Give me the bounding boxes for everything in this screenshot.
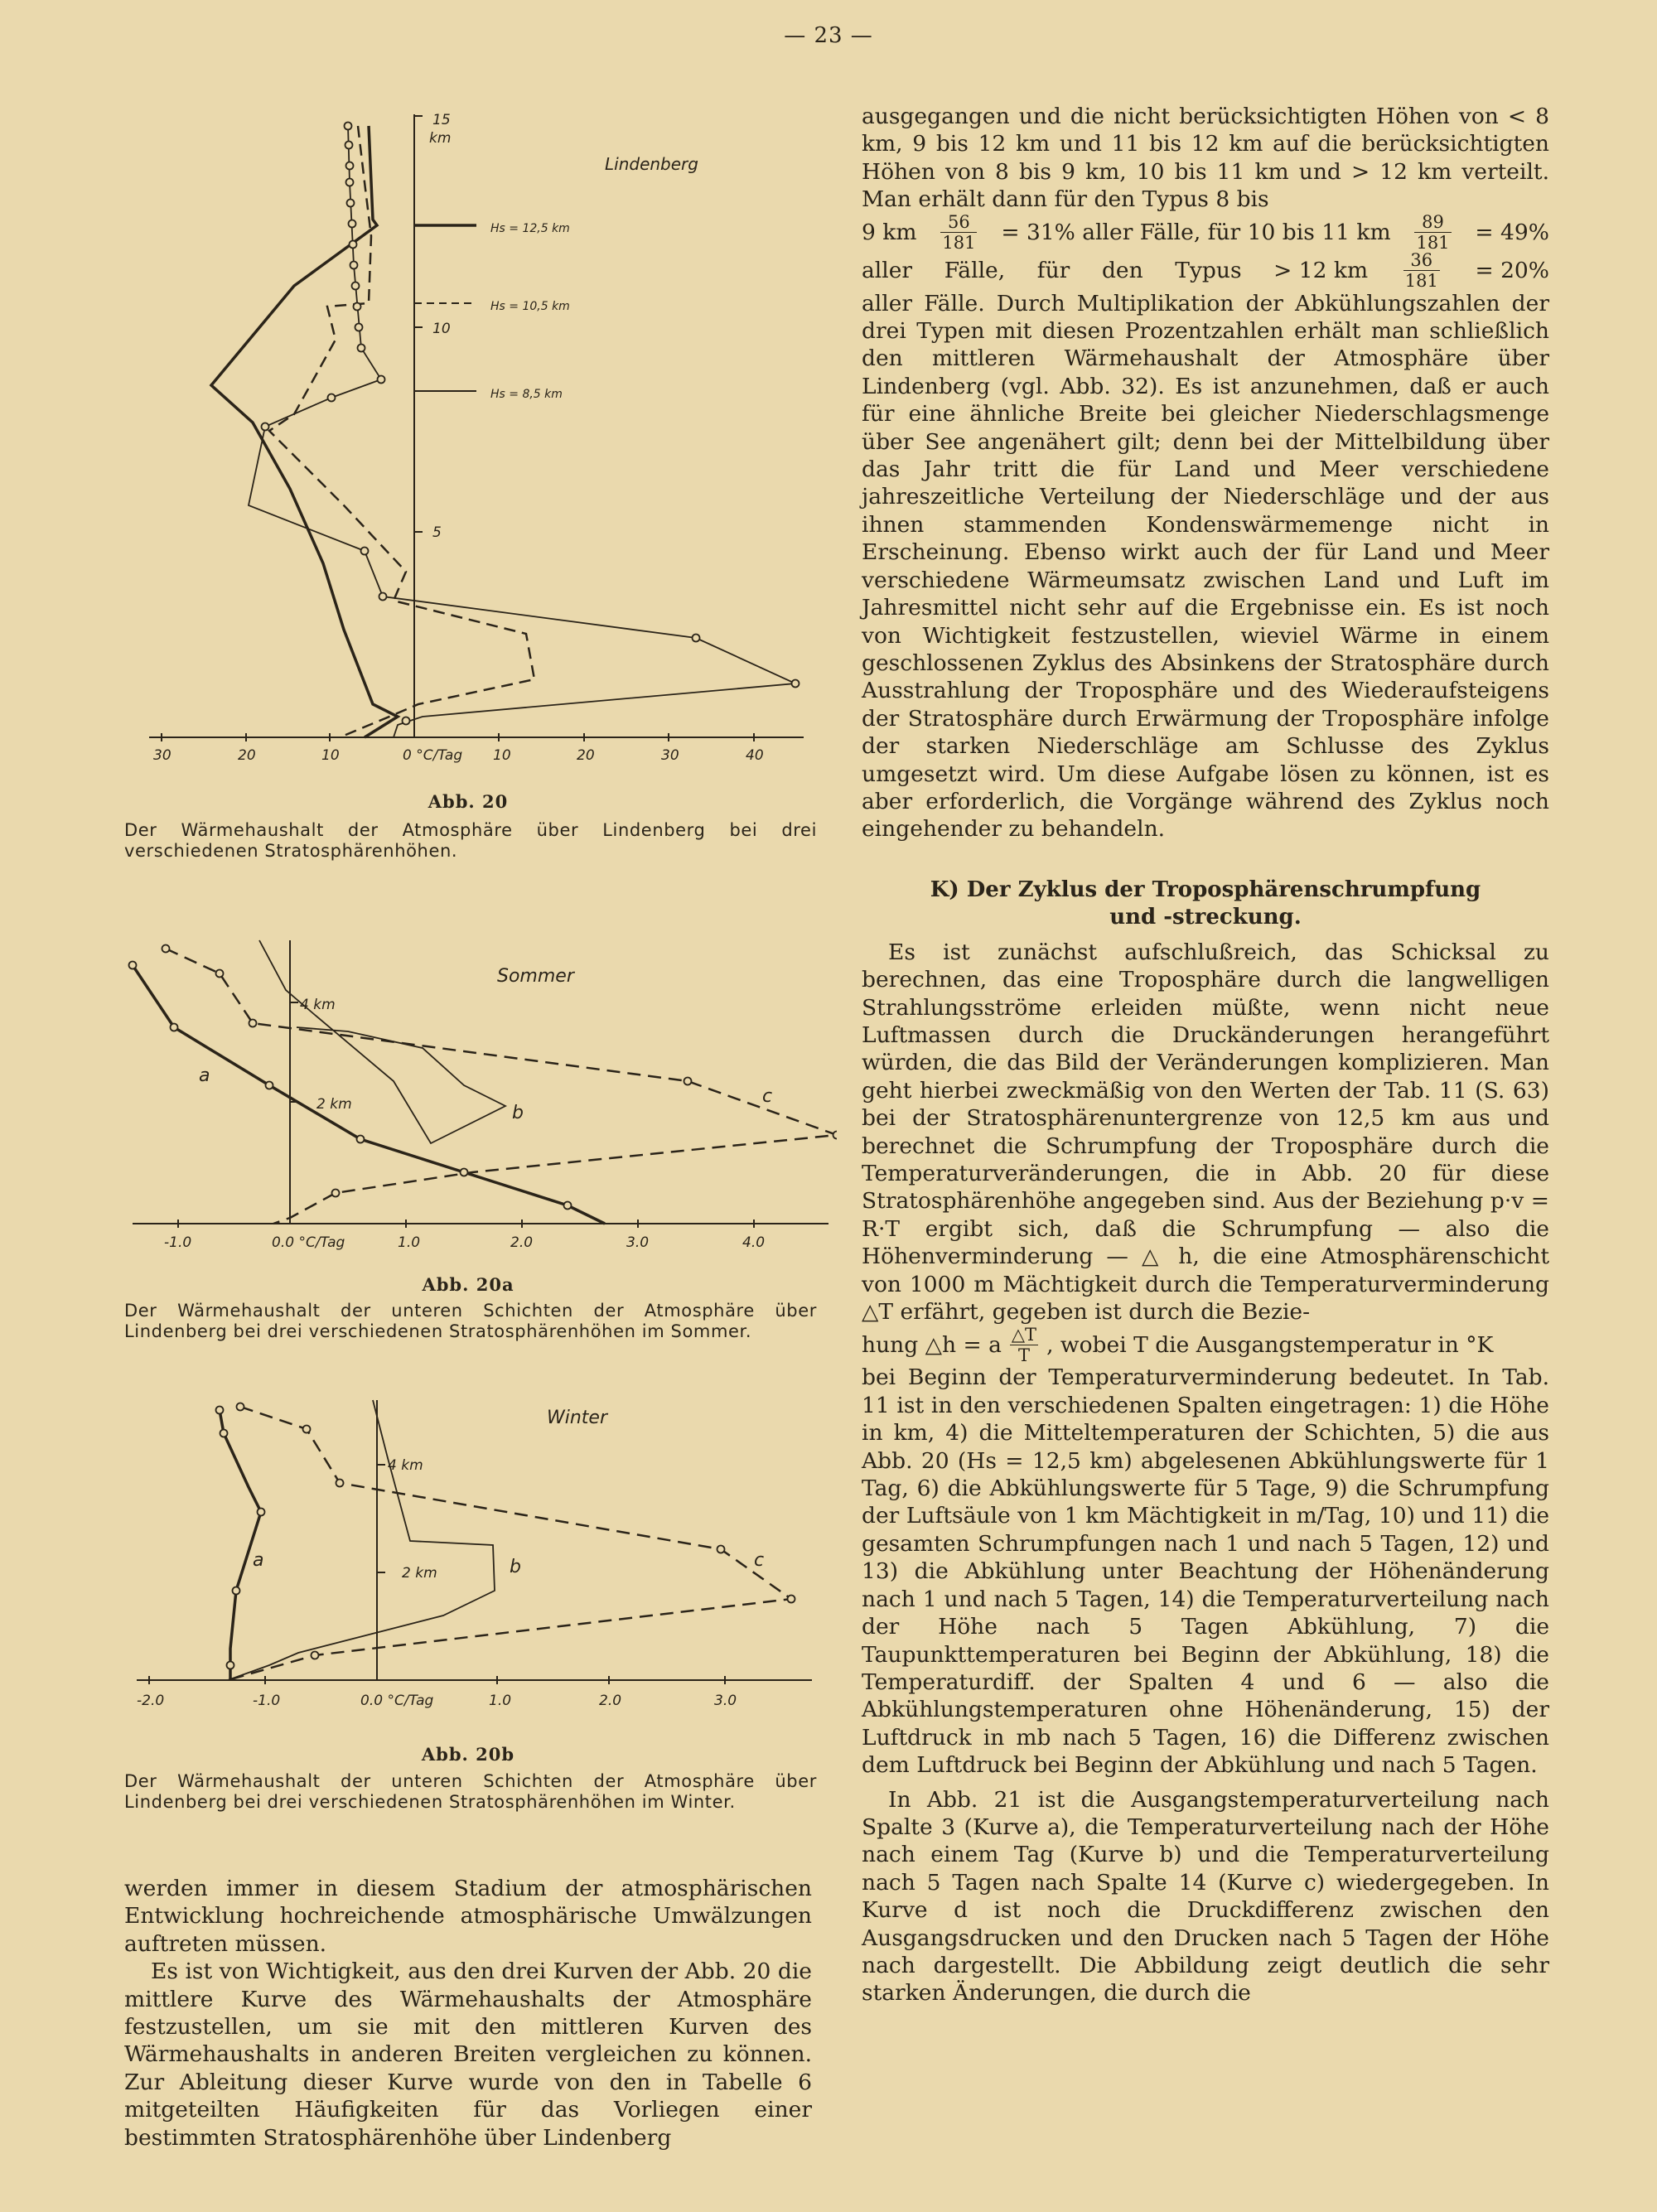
figure-20a-plot [124, 932, 837, 1255]
fraction: $\frac{56}{181}$ [942, 212, 976, 254]
curve-b-sommer [259, 940, 505, 1143]
figure-20-plot [124, 99, 812, 779]
curve-c-winter [228, 1407, 791, 1680]
curve-label-c: c [762, 1086, 773, 1107]
figure-20a-caption: Der Wärmehaushalt der unteren Schichten der Atmosphäre über Lindenberg bei drei verschiedenen Stratosphärenhöhen im Sommer. [124, 1301, 817, 1341]
figure-20b [124, 1392, 820, 1719]
fraction-line-2: aller Fälle, für den Typus > 12 km $\frac{36}{181}$ = 20% [862, 250, 1549, 292]
figure-20-caption: Der Wärmehaushalt der Atmosphäre über Lindenberg bei drei verschiedenen Stratosphärenhöhen. [124, 820, 817, 861]
x-tick: -1.0 [253, 1693, 281, 1709]
formula-fraction: $\frac{\triangle T}{T}$ [1011, 1324, 1037, 1365]
hs-label-10-5: Hs = 10,5 km [490, 300, 570, 313]
figure-20 [124, 99, 812, 779]
right-paragraph-2: Es ist zunächst aufschlußreich, das Schicksal zu berechnen, das eine Troposphäre durch die langwelligen Strahlungsströme erleiden müßte, wenn nicht neue Luftmassen durch die Druckänderungen herangeführt würden, die das Bild der Veränderungen komplizieren. Man geht hierbei zweckmäßig von den Werten der Tab. 11 (S. 63) bei der Stratosphärenuntergrenze von 12,5 km aus und berechnet die Schrumpfung der Troposphäre durch die Temperaturveränderungen, die in Abb. 20 für diese Stratosphärenhöhe angegeben sind. Aus der Beziehung p·v = R·T ergibt sich, daß die Schrumpfung — also die Höhenverminderung — △ h, die eine Atmosphärenschicht von 1000 m Mächtigkeit durch die Temperaturverminderung △T erfährt, gegeben ist durch die Bezie- [862, 939, 1549, 1326]
page-number: — 23 — [784, 23, 873, 48]
right-paragraph-3: In Abb. 21 ist die Ausgangstemperaturverteilung nach Spalte 3 (Kurve a), die Temperaturverteilung nach der Höhe nach einem Tag (Kurve b) und die Temperaturverteilung nach 5 Tagen nach Spalte 14 (Kurve c) wiedergegeben. In Kurve d ist noch die Druckdifferenz zwischen den Ausgangsdrucken und den Drucken nach 5 Tagen der Höhe nach dargestellt. Die Abbildung zeigt deutlich die sehr starken Änderungen, die durch die [862, 1786, 1549, 2007]
y-tick-10: 10 [432, 321, 451, 337]
x-tick: 10 [493, 747, 511, 764]
x-tick: 20 [577, 747, 595, 764]
curve-hs-10-5 [269, 126, 534, 737]
fraction: $\frac{89}{181}$ [1416, 212, 1450, 254]
curve-label-a: a [253, 1550, 264, 1571]
y-tick-5: 5 [432, 524, 442, 541]
curve-label-b: b [512, 1103, 524, 1123]
season-label: Winter [547, 1408, 608, 1428]
left-paragraph-1: werden immer in diesem Stadium der atmosphärischen Entwicklung hochreichende atmosphärische Umwälzungen auftreten müssen. [124, 1876, 812, 1957]
x-tick: 3.0 [626, 1234, 650, 1251]
height-label-2km: 2 km [316, 1096, 352, 1113]
y-tick-15: 15 [432, 112, 451, 128]
figure-20a [124, 932, 837, 1255]
x-tick: -1.0 [164, 1234, 192, 1251]
figure-20a-title: Abb. 20a [422, 1274, 514, 1295]
curve-label-c: c [754, 1550, 765, 1571]
x-tick: 30 [153, 747, 171, 764]
x-tick: 1.0 [489, 1693, 512, 1709]
fraction-line-1: 9 km $\frac{56}{181}$ = 31% aller Fälle, für 10 bis 11 km $\frac{89}{181}$ = 49% [862, 212, 1549, 254]
x-tick-unit: 0.0 °C/Tag [360, 1693, 434, 1709]
right-paragraph-1a: ausgegangen und die nicht berücksichtigten Höhen von < 8 km, 9 bis 12 km und 11 bis 12 km auf die berücksichtigten Höhen von 8 bis 9 km, 10 bis 11 km und > 12 km verteilt. Man erhält dann für den Typus 8 bis [862, 104, 1549, 213]
right-paragraph-2b: bei Beginn der Temperaturverminderung bedeutet. In Tab. 11 ist in den verschiedenen Spalten eingetragen: 1) die Höhe in km, 4) die Mitteltemperaturen der Schichten, 5) die aus Abb. 20 (Hs = 12,5 km) abgelesenen Abkühlungswerte für 1 Tag, 6) die Abkühlungswerte für 5 Tage, 9) die Schrumpfung der Luftsäule von 1 km Mächtigkeit in m/Tag, 10) und 11) die gesamten Schrumpfungen nach 1 und nach 5 Tagen, 12) und 13) die Abkühlung unter Beachtung der Höhenänderung nach 1 und nach 5 Tagen, 14) die Temperaturverteilung nach der Höhe nach 5 Tagen Abkühlung, 7) die Taupunkttemperaturen bei Beginn der Abkühlung, 18) die Temperaturdiff. der Spalten 4 und 6 — also die Abkühlungstemperaturen ohne Höhenänderung, 15) der Luftdruck in mb nach 5 Tagen, 16) die Differenz zwischen dem Luftdruck bei Beginn der Abkühlung und nach 5 Tagen. [862, 1364, 1549, 1779]
curve-label-a: a [199, 1065, 210, 1086]
hs-label-8-5: Hs = 8,5 km [490, 388, 563, 401]
figure-20-label: Lindenberg [605, 154, 698, 174]
x-tick: 2.0 [510, 1234, 534, 1251]
curve-a-winter [220, 1410, 264, 1680]
x-tick: 2.0 [599, 1693, 622, 1709]
x-tick: 40 [746, 747, 764, 764]
fraction: $\frac{36}{181}$ [1404, 250, 1438, 292]
hs-label-12-5: Hs = 12,5 km [490, 222, 570, 235]
curve-hs-8-5 [249, 126, 795, 737]
x-tick: 3.0 [714, 1693, 737, 1709]
height-label-4km: 4 km [300, 997, 336, 1013]
height-label-4km: 4 km [388, 1457, 423, 1474]
x-tick: 20 [238, 747, 256, 764]
right-column-text [862, 103, 1549, 2007]
figure-20b-title: Abb. 20b [421, 1744, 515, 1765]
x-tick-unit: 0.0 °C/Tag [272, 1234, 345, 1251]
left-column-text [124, 1875, 812, 2152]
x-tick: 30 [661, 747, 679, 764]
figure-20b-plot [124, 1392, 820, 1719]
left-paragraph-2: Es ist von Wichtigkeit, aus den drei Kurven der Abb. 20 die mittlere Kurve des Wärmehaushalts der Atmosphäre festzustellen, um sie mit den mittleren Kurven des Wärmehaushalts in anderen Breiten vergleichen zu können. Zur Ableitung dieser Kurve wurde von den in Tabelle 6 mitgeteilten Häufigkeiten für das Vorliegen einer bestimmten Stratosphärenhöhe über Lindenberg [124, 1958, 812, 2151]
x-tick: 1.0 [398, 1234, 421, 1251]
curve-a-sommer [133, 965, 605, 1224]
section-heading: K) Der Zyklus der Troposphärenschrumpfung und -streckung. [930, 877, 1481, 930]
season-label: Sommer [497, 966, 574, 987]
formula-line: hung △h = a $\frac{\triangle T}{T}$ , wobei T die Ausgangstemperatur in °K [862, 1324, 1494, 1365]
curve-label-b: b [510, 1557, 521, 1577]
x-tick: -2.0 [137, 1693, 165, 1709]
x-tick: 4.0 [742, 1234, 766, 1251]
x-tick-unit: 0 °C/Tag [403, 747, 463, 764]
height-label-2km: 2 km [402, 1565, 437, 1582]
figure-20b-caption: Der Wärmehaushalt der unteren Schichten der Atmosphäre über Lindenberg bei drei verschiedenen Stratosphärenhöhen im Winter. [124, 1771, 817, 1812]
figure-20-title: Abb. 20 [428, 791, 509, 812]
y-tick-unit: km [429, 130, 452, 147]
x-tick: 10 [321, 747, 340, 764]
right-paragraph-1b: aller Fälle. Durch Multiplikation der Abkühlungszahlen der drei Typen mit diesen Prozentzahlen erhält man schließlich den mittleren Wärmehaushalt der Atmosphäre über Lindenberg (vgl. Abb. 32). Es ist anzunehmen, daß er auch für eine ähnliche Breite bei gleicher Niederschlagsmenge über See angenähert gilt; denn bei der Mittelbildung über das Jahr tritt die für Land und Meer verschiedene jahreszeitliche Verteilung der Niederschläge und der aus ihnen stammenden Kondenswärmemenge nicht in Erscheinung. Ebenso wirkt auch der für Land und Meer verschiedene Wärmeumsatz zwischen Land und Luft im Jahresmittel nicht sehr auf die Ergebnisse ein. Es ist noch von Wichtigkeit festzustellen, wieviel Wärme in einem geschlossenen Zyklus des Absinkens der Stratosphäre durch Ausstrahlung der Troposphäre und des Wiederaufsteigens der Stratosphäre durch Erwärmung der Troposphäre infolge der starken Niederschläge am Schlusse des Zyklus umgesetzt wird. Um diese Aufgabe lösen zu können, ist es aber erforderlich, die Vorgänge während des Zyklus noch eingehender zu behandeln. [862, 290, 1549, 843]
